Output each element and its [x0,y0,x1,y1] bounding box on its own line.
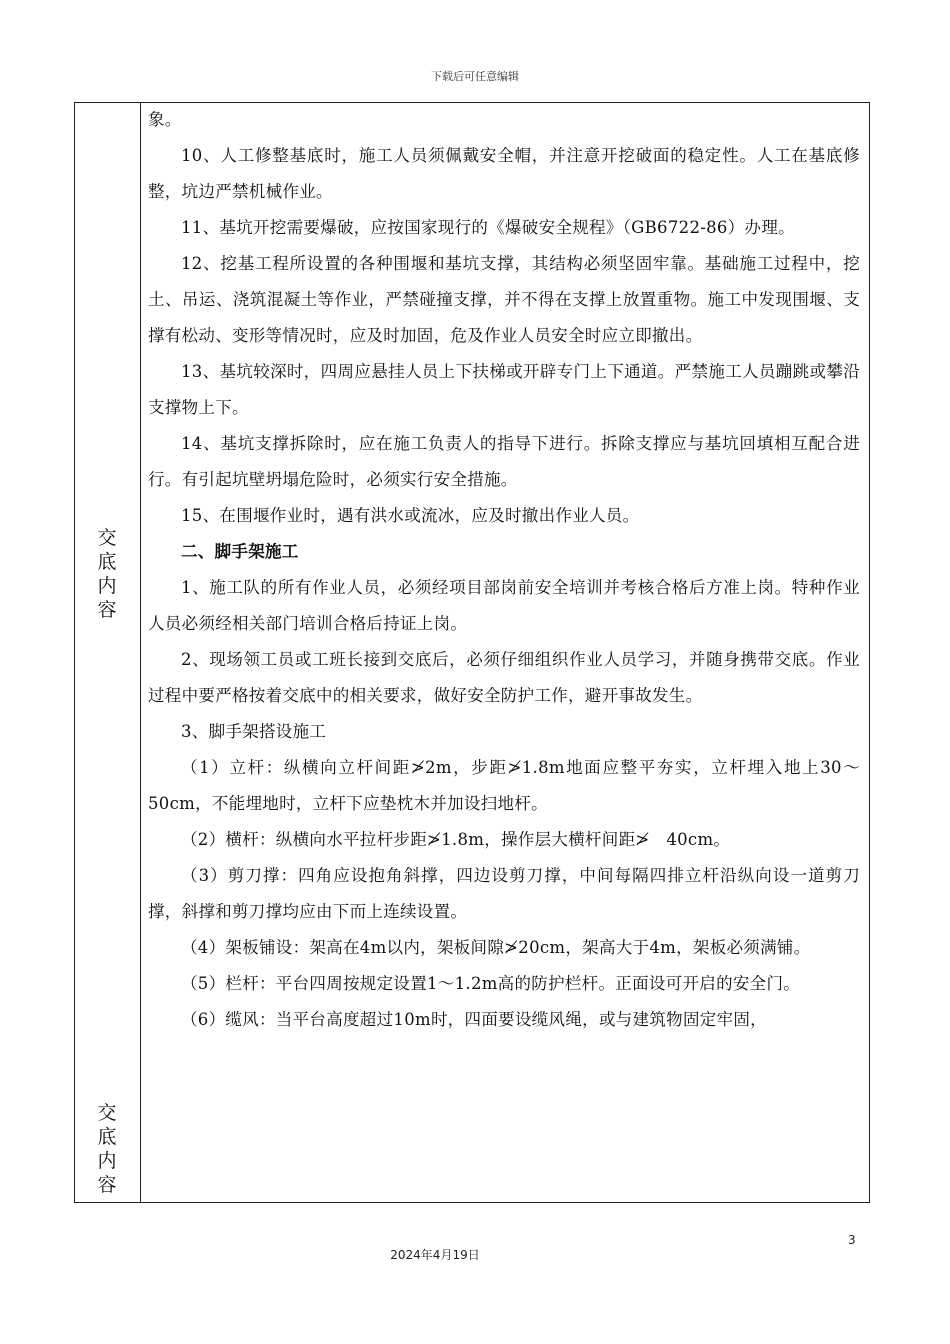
side-label-char: 底 [97,551,117,573]
side-label-char: 内 [97,575,117,597]
side-label-top [74,526,140,622]
side-label-char: 容 [97,599,117,621]
paragraph: （2）横杆：纵横向水平拉杆步距≯1.8m，操作层大横杆间距≯ 40cm。 [181,830,731,849]
content-body [148,102,860,1038]
page-header: 下载后可任意编辑 [431,70,519,83]
paragraph: 14、基坑支撑拆除时，应在施工负责人的指导下进行。拆除支撑应与基坑回填相互配合进行。有引起坑壁坍塌危险时，必须实行安全措施。 [148,434,860,489]
paragraph: 3、脚手架搭设施工 [181,722,327,741]
paragraph: 1、施工队的所有作业人员，必须经项目部岗前安全培训并考核合格后方准上岗。特种作业人员必须经相关部门培训合格后持证上岗。 [148,578,860,633]
paragraph: 10、人工修整基底时，施工人员须佩戴安全帽，并注意开挖破面的稳定性。人工在基底修整，坑边严禁机械作业。 [148,146,860,201]
side-label-char: 底 [97,1126,117,1148]
section-heading: 二、脚手架施工 [181,542,299,561]
paragraph: （4）架板铺设：架高在4m以内，架板间隙≯20cm，架高大于4m，架板必须满铺。 [181,938,811,957]
side-label-char: 内 [97,1150,117,1172]
paragraph: （1）立杆：纵横向立杆间距≯2m，步距≯1.8m地面应整平夯实，立杆埋入地上30～50cm，不能埋地时，立杆下应垫枕木并加设扫地杆。 [148,758,860,813]
paragraph: 象。 [148,110,182,129]
paragraph: （6）缆风：当平台高度超过10m时，四面要设缆风绳，或与建筑物固定牢固， [181,1010,767,1029]
paragraph: 13、基坑较深时，四周应悬挂人员上下扶梯或开辟专门上下通道。严禁施工人员蹦跳或攀沿支撑物上下。 [148,362,860,417]
paragraph: 15、在围堰作业时，遇有洪水或流冰，应及时撤出作业人员。 [181,506,640,525]
side-label-char: 交 [97,1102,117,1124]
page-number: 3 [848,1233,856,1247]
side-label-bottom [74,1101,140,1197]
footer-date: 2024年4月19日 [390,1248,480,1262]
paragraph: 11、基坑开挖需要爆破，应按国家现行的《爆破安全规程》（GB6722-86）办理。 [181,218,795,237]
column-divider [140,102,141,1203]
side-label-char: 交 [97,527,117,549]
paragraph: （3）剪刀撑：四角应设抱角斜撑，四边设剪刀撑，中间每隔四排立杆沿纵向设一道剪刀撑，斜撑和剪刀撑均应由下而上连续设置。 [148,866,860,921]
paragraph: 2、现场领工员或工班长接到交底后，必须仔细组织作业人员学习，并随身携带交底。作业过程中要严格按着交底中的相关要求，做好安全防护工作，避开事故发生。 [148,650,860,705]
paragraph: 12、挖基工程所设置的各种围堰和基坑支撑，其结构必须坚固牢靠。基础施工过程中，挖土、吊运、浇筑混凝土等作业，严禁碰撞支撑，并不得在支撑上放置重物。施工中发现围堰、支撑有松动、变形等情况时，应及时加固，危及作业人员安全时应立即撤出。 [148,254,860,345]
paragraph: （5）栏杆：平台四周按规定设置1～1.2m高的防护栏杆。正面设可开启的安全门。 [181,974,801,993]
side-label-char: 容 [97,1174,117,1196]
